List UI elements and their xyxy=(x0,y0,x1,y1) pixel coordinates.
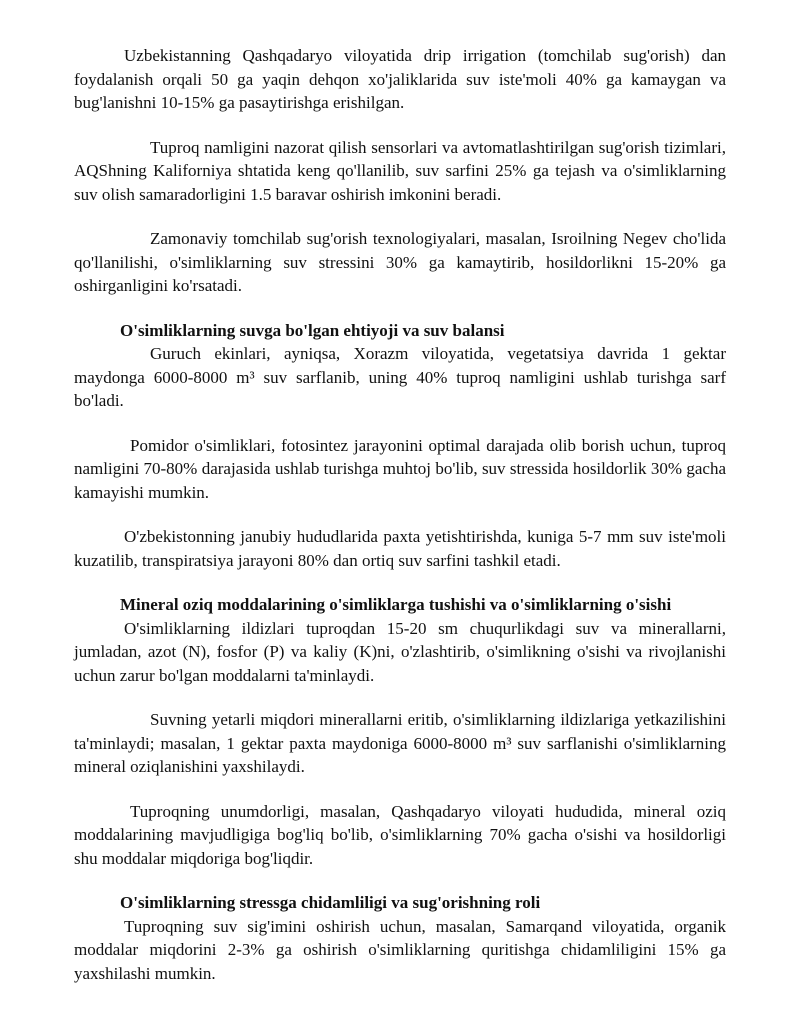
section-heading-mineral-nutrients: Mineral oziq moddalarining o'simliklarga tushishi va o'simliklarning o'sishi xyxy=(120,595,672,614)
paragraph-cotton-south: O'zbekistonning janubiy hududlarida paxta yetishtirishda, kuniga 5-7 mm suv iste'moli kuzatilib, transpiratsiya jarayoni 80% dan ortiq suv sarfini tashkil etadi. xyxy=(74,527,726,570)
paragraph-drip-irrigation-qashqadaryo: Uzbekistanning Qashqadaryo viloyatida drip irrigation (tomchilab sug'orish) dan foydalanish orqali 50 ga yaqin dehqon xo'jaliklarida suv iste'moli 40% ga kamaygan va bug'lanishni 10-15% ga pasaytirishga erishilgan. xyxy=(74,46,726,112)
paragraph-soil-water-capacity: Tuproqning suv sig'imini oshirish uchun, masalan, Samarqand viloyatida, organik moddalar miqdorini 2-3% ga oshirish o'simliklarning quritishga chidamliligini 15% ga yaxshilashi mumkin. xyxy=(74,916,726,983)
section-heading-water-needs: O'simliklarning suvga bo'lgan ehtiyoji va suv balansi xyxy=(120,320,505,340)
paragraph-soil-moisture-sensors: Tuproq namligini nazorat qilish sensorlari va avtomatlashtirilgan sug'orish tizimlari, AQShning Kaliforniya shtatida keng qo'llanilib, suv sarfini 25% ga tejash va o'simliklarning suv olish samaradorligini 1.5 baravar oshirish imkonini beradi. xyxy=(74,137,726,204)
paragraph-sufficient-water: Suvning yetarli miqdori minerallarni eritib, o'simliklarning ildizlariga yetkazilishini ta'minlaydi; masalan, 1 gektar paxta maydoniga 6000-8000 m³ suv sarflanishi o'simliklarning mineral oziqlanishini yaxshilaydi. xyxy=(74,710,726,776)
section-heading-stress-resistance: O'simliklarning stressga chidamliligi va sug'orishning roli xyxy=(120,893,541,912)
document-page xyxy=(74,44,726,985)
paragraph-soil-fertility: Tuproqning unumdorligi, masalan, Qashqadaryo viloyati hududida, mineral oziq moddalarining mavjudligiga bog'liq bo'lib, o'simliklarning 70% gacha o'sishi va hosildorligi shu moddalar miqdoriga bog'liqdir. xyxy=(74,801,726,868)
paragraph-modern-drip-technologies: Zamonaviy tomchilab sug'orish texnologiyalari, masalan, Isroilning Negev cho'lida qo'llanilishi, o'simliklarning suv stressini 30% ga kamaytirib, hosildorlikni 15-20% ga oshirganligini ko'rsatadi. xyxy=(74,229,726,295)
paragraph-rice-crops: Guruch ekinlari, ayniqsa, Xorazm viloyatida, vegetatsiya davrida 1 gektar maydonga 6000-8000 m³ suv sarflanib, uning 40% tuproq namligini ushlab turishga sarf bo'ladi. xyxy=(74,344,726,410)
paragraph-plant-roots: O'simliklarning ildizlari tuproqdan 15-20 sm chuqurlikdagi suv va minerallarni, jumladan, azot (N), fosfor (P) va kaliy (K)ni, o'zlashtirib, o'simlikning o'sishi va rivojlanishi uchun zarur bo'lgan moddalarni ta'minlaydi. xyxy=(74,618,726,685)
paragraph-tomato-plants: Pomidor o'simliklari, fotosintez jarayonini optimal darajada olib borish uchun, tuproq namligini 70-80% darajasida ushlab turishga muhtoj bo'lib, suv stressida hosildorlik 30% gacha kamayishi mumkin. xyxy=(74,435,726,502)
